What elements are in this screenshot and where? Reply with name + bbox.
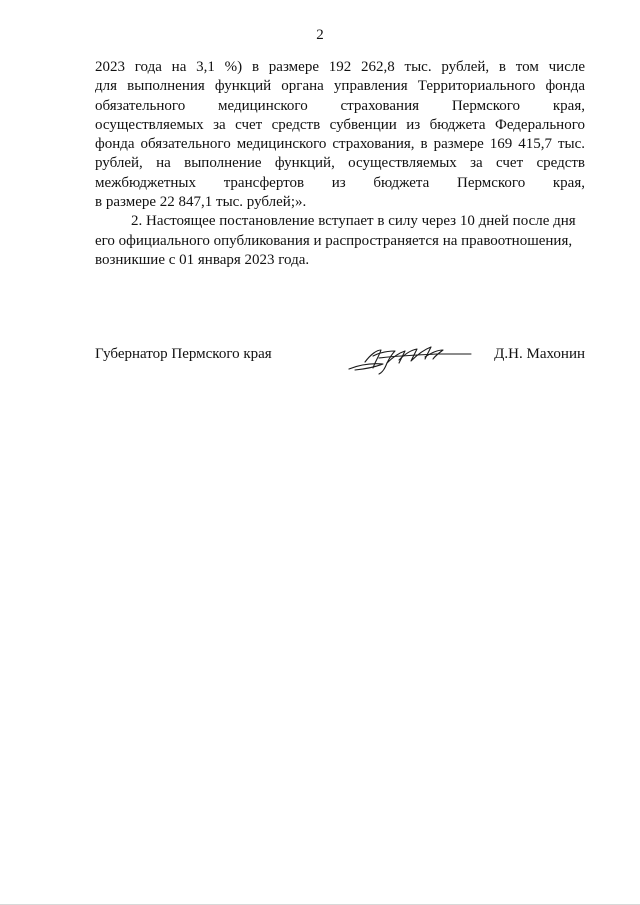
signatory-position: Губернатор Пермского края [95,346,272,362]
document-body [95,58,585,270]
paragraph-line: обязательного медицинского страхования Пермского края, [95,97,585,114]
paragraph-continuation [95,58,585,212]
handwritten-signature [345,338,475,378]
signatory-name: Д.Н. Махонин [494,346,585,362]
paragraph-effective-date [95,212,585,270]
paragraph-line: 2023 года на 3,1 %) в размере 192 262,8 тыс. рублей, в том числе [95,59,585,75]
paragraph-line: возникшие с 01 января 2023 года. [95,251,310,268]
paragraph-line: фонда обязательного медицинского страхования, в размере 169 415,7 тыс. [95,136,585,153]
paragraph-line: рублей, на выполнение функций, осуществляемых за счет средств [95,155,585,172]
paragraph-line: межбюджетных трансфертов из бюджета Пермского края, [95,174,585,191]
paragraph-line: в размере 22 847,1 тыс. рублей;». [95,194,307,211]
page-number: 2 [316,27,324,43]
paragraph-line: его официального опубликования и распространяется на правоотношения, [95,232,573,249]
paragraph-line: для выполнения функций органа управления Территориального фонда [95,78,585,95]
signature-block [95,346,585,382]
paragraph-line: 2. Настоящее постановление вступает в силу через 10 дней после дня [131,213,576,230]
paragraph-line: осуществляемых за счет средств субвенции из бюджета Федерального [95,116,585,133]
